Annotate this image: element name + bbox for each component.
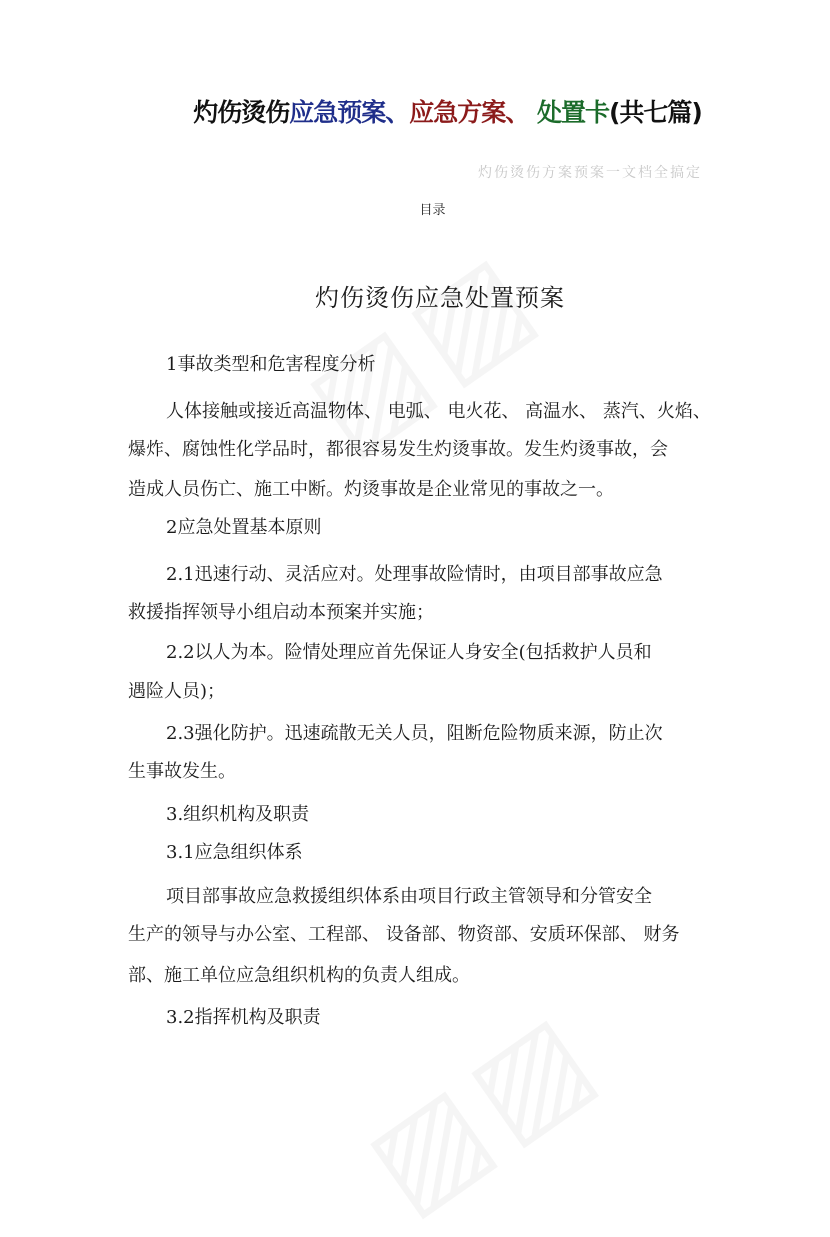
body-line: 3.组织机构及职责 [166,804,310,825]
body-line: 2应急处置基本原则 [166,517,322,538]
title-part-scheme: 应急方案、 [409,98,530,127]
body-line: 2.1迅速行动、灵活应对。处理事故险情时，由项目部事故应急 [166,564,663,585]
section-heading: 灼伤烫伤应急处置预案 [315,284,565,312]
document-title [0,93,830,129]
body-line: 救援指挥领导小组启动本预案并实施； [128,602,434,623]
body-line: 爆炸、腐蚀性化学品时，都很容易发生灼烫事故。发生灼烫事故，会 [128,439,668,460]
body-line: 人体接触或接近高温物体、 电弧、 电火花、 高温水、 蒸汽、火焰、 [166,401,711,422]
body-line: 1事故类型和危害程度分析 [166,354,376,375]
body-line: 项目部事故应急救援组织体系由项目行政主管领导和分管安全 [166,886,652,907]
body-line: 生产的领导与办公室、工程部、 设备部、物资部、安质环保部、 财务 [128,924,680,945]
watermark-mark [342,982,624,1237]
document-subtitle: 灼伤烫伤方案预案一文档全搞定 [478,165,702,181]
body-line: 2.3强化防护。迅速疏散无关人员，阻断危险物质来源，防止次 [166,723,663,744]
body-line: 遇险人员)； [128,681,226,702]
body-line: 3.1应急组织体系 [166,842,303,863]
title-part-count: (共七篇) [608,98,702,127]
body-line: 生事故发生。 [128,761,236,782]
body-line: 造成人员伤亡、施工中断。灼烫事故是企业常见的事故之一。 [128,479,614,500]
toc-label: 目录 [419,203,446,218]
body-line: 2.2以人为本。险情处理应首先保证人身安全(包括救护人员和 [166,642,652,663]
body-line: 3.2指挥机构及职责 [166,1007,321,1028]
body-line: 部、施工单位应急组织机构的负责人组成。 [128,965,470,986]
title-part-plan: 应急预案、 [289,98,410,127]
title-part-card: 处置卡 [529,98,609,127]
title-part-topic: 灼伤烫伤 [193,98,290,127]
